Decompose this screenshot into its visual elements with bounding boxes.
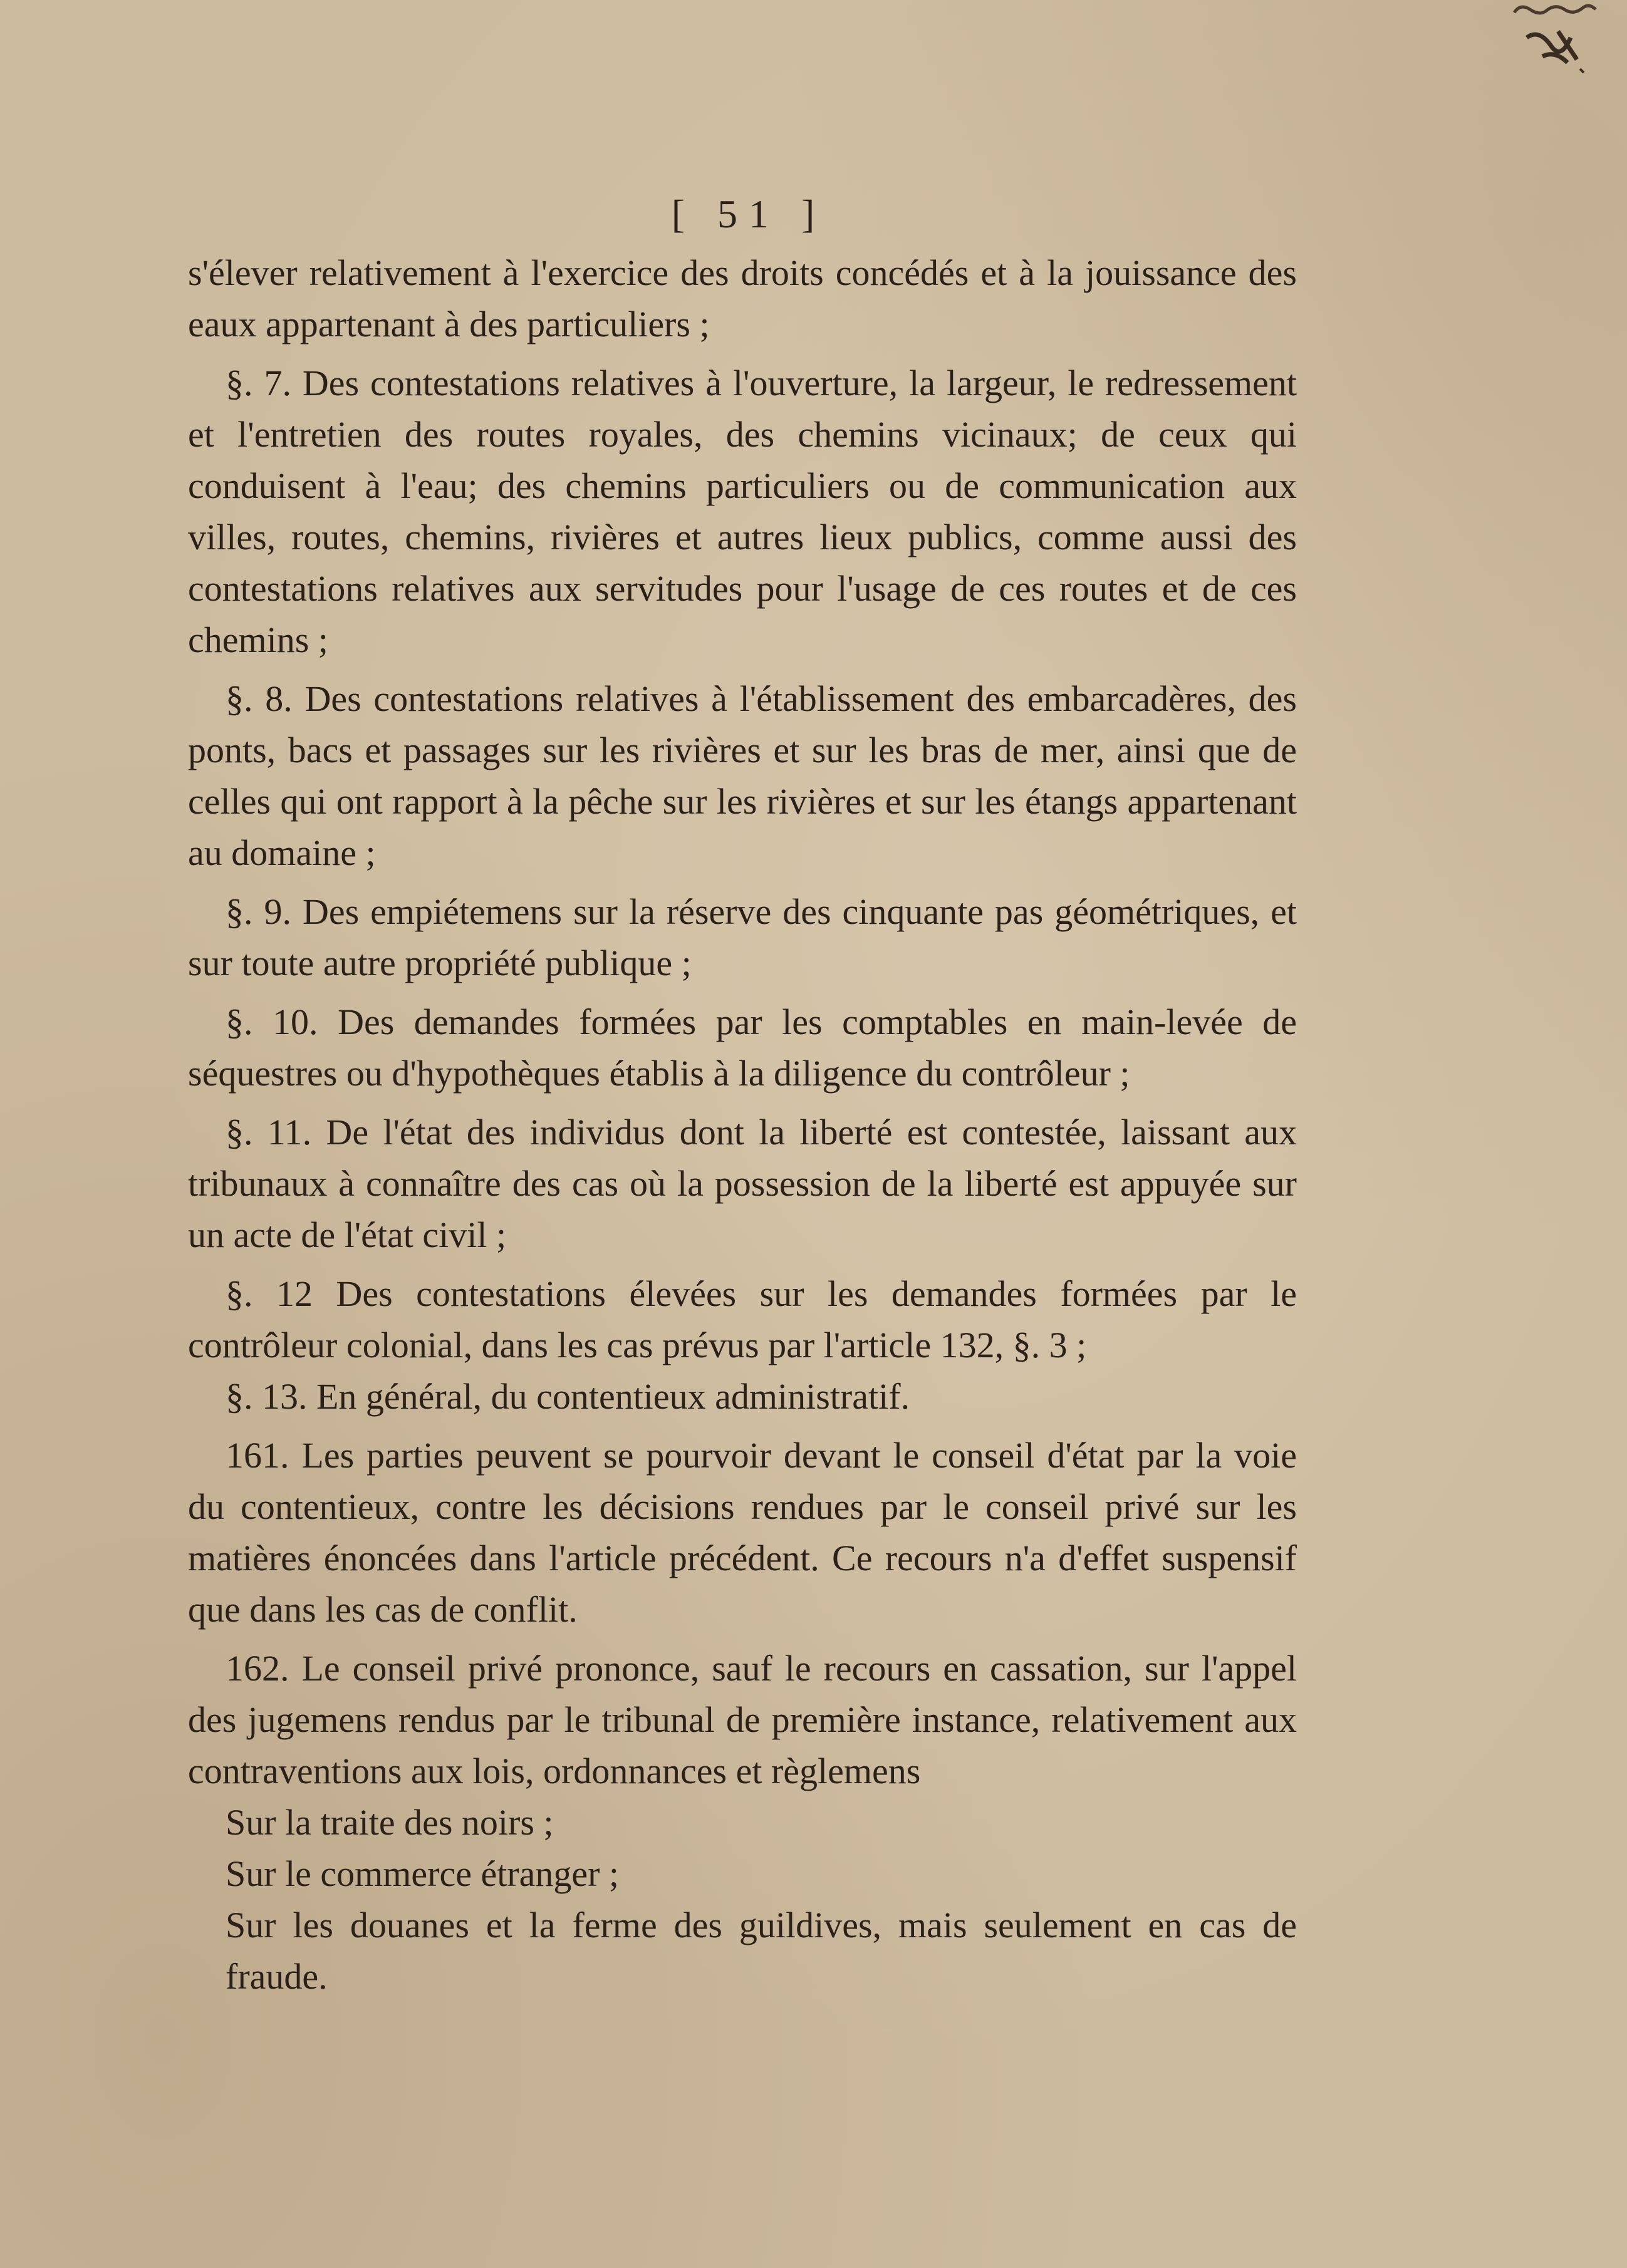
list-item: Sur la traite des noirs ; — [226, 1802, 554, 1843]
paragraph-section-11: §. 11. De l'état des individus dont la liberté est contestée, laissant aux tribunaux à connaître des cas où la possession de la liberté est appuyée sur un acte de l'état civil ; — [188, 1112, 1297, 1255]
paragraph-section-8: §. 8. Des contestations relatives à l'établissement des embarcadères, des ponts, bacs et passages sur les rivières et sur les bras de mer, ainsi que de celles qui ont rapport à la pêche sur les rivières et sur les étangs appartenant au domaine ; — [188, 678, 1297, 873]
list-item: Sur les douanes et la ferme des guildives, mais seulement en cas de fraude. — [226, 1905, 1297, 1997]
list-item: Sur le commerce étranger ; — [226, 1853, 620, 1894]
paragraph-continuation: s'élever relativement à l'exercice des droits concédés et à la jouissance des eaux appartenant à des particuliers ; — [188, 252, 1297, 344]
handwritten-annotation — [1495, 0, 1602, 88]
body-text — [188, 247, 1297, 2002]
page-number: [ 51 ] — [671, 192, 826, 236]
paragraph-article-162: 162. Le conseil privé prononce, sauf le recours en cassation, sur l'appel des jugemens rendus par le tribunal de première instance, relativement aux contraventions aux lois, ordonnances et règlemens — [188, 1648, 1297, 1791]
paragraph-section-7: §. 7. Des contestations relatives à l'ouverture, la largeur, le redressement et l'entretien des routes royales, des chemins vicinaux; de ceux qui conduisent à l'eau; des chemins particuliers ou de communication aux villes, routes, chemins, rivières et autres lieux publics, comme aussi des contestations relatives aux servitudes pour l'usage de ces routes et de ces chemins ; — [188, 363, 1297, 660]
paragraph-section-9: §. 9. Des empiétemens sur la réserve des cinquante pas géométriques, et sur toute autre propriété publique ; — [188, 891, 1297, 983]
paragraph-section-13: §. 13. En général, du contentieux administratif. — [226, 1376, 910, 1417]
paragraph-section-10: §. 10. Des demandes formées par les comptables en main-levée de séquestres ou d'hypothèques établis à la diligence du contrôleur ; — [188, 1002, 1297, 1094]
paragraph-section-12: §. 12 Des contestations élevées sur les demandes formées par le contrôleur colonial, dans les cas prévus par l'article 132, §. 3 ; — [188, 1273, 1297, 1365]
paragraph-article-161: 161. Les parties peuvent se pourvoir devant le conseil d'état par la voie du contentieux, contre les décisions rendues par le conseil privé sur les matières énoncées dans l'article précédent. Ce recours n'a d'effet suspensif que dans les cas de conflit. — [188, 1435, 1297, 1630]
